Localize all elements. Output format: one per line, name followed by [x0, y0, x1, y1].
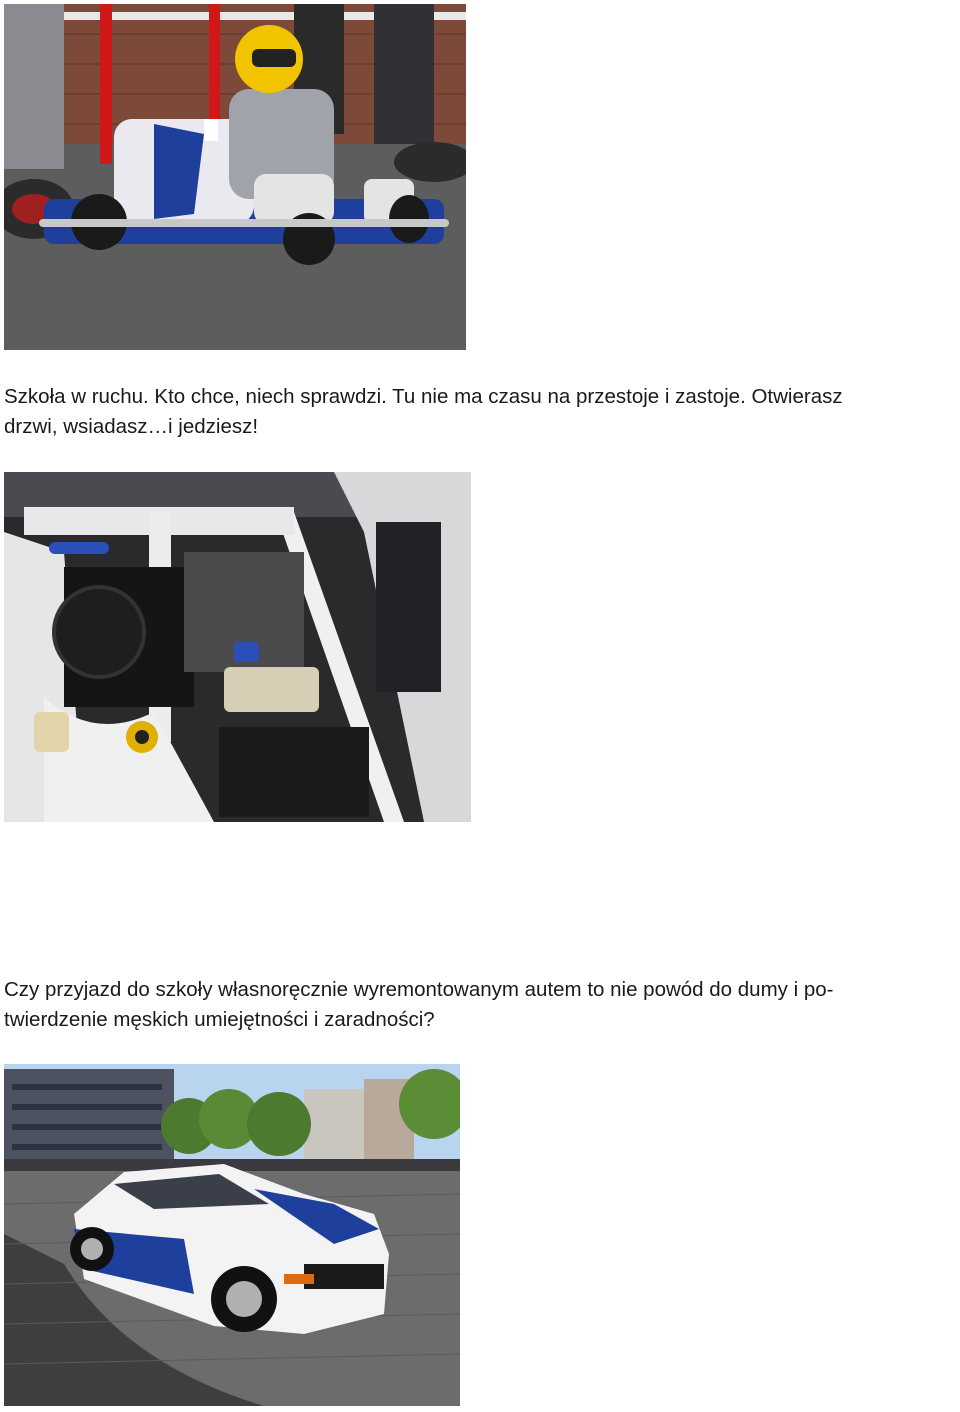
go-kart-illustration [4, 4, 466, 350]
caption-school-in-motion [4, 382, 956, 442]
engine-bay-photo [4, 472, 471, 822]
rally-car-photo [4, 1064, 460, 1406]
go-kart-photo [4, 4, 466, 350]
engine-bay-illustration [4, 472, 471, 822]
caption-line: drzwi, wsiadasz…i jedziesz! [4, 415, 259, 438]
caption-line: Czy przyjazd do szkoły własnoręcznie wyremontowanym autem to nie powód do dumy i po- [4, 978, 834, 1001]
caption-self-repaired-car [4, 975, 956, 1035]
caption-line: Szkoła w ruchu. Kto chce, niech sprawdzi. Tu nie ma czasu na przestoje i zastoje. Otwierasz [4, 385, 843, 408]
rally-car-illustration [4, 1064, 460, 1406]
caption-line: twierdzenie męskich umiejętności i zaradności? [4, 1008, 435, 1031]
